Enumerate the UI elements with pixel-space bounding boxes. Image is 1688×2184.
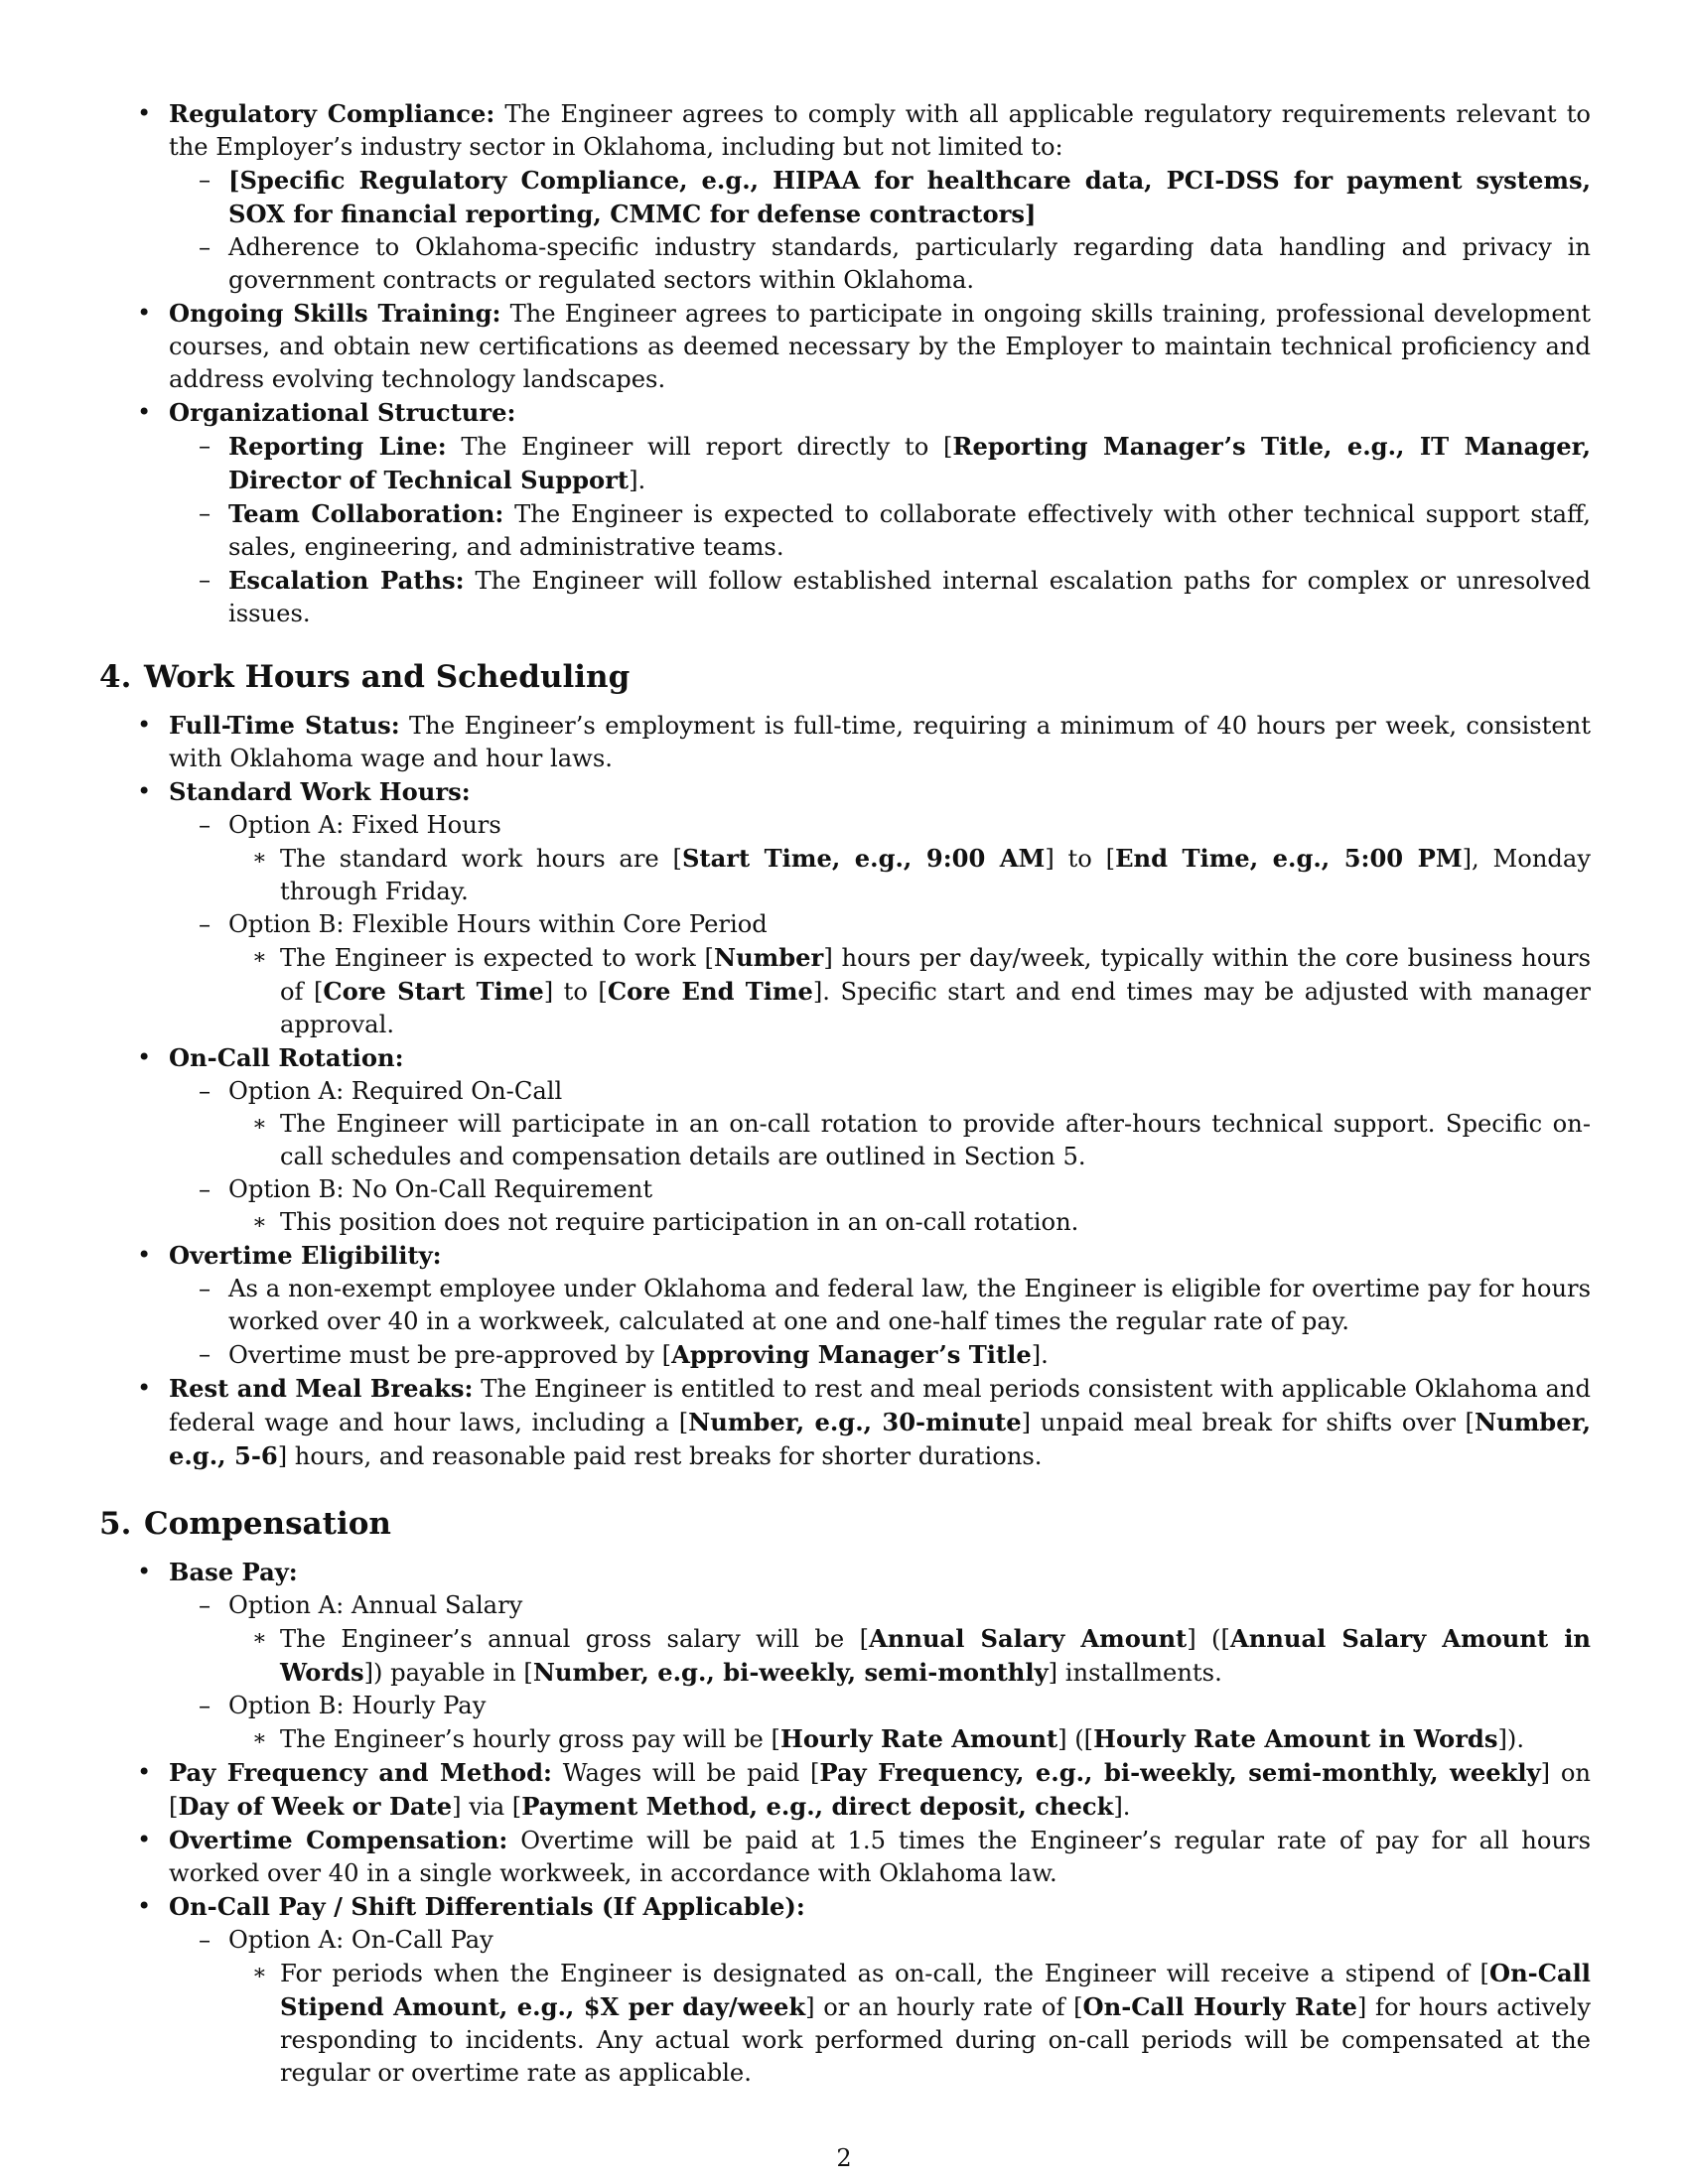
list-item-overtime-compensation: • Overtime Compensation: Overtime will be paid at 1.5 times the Engineer’s regular rate of pay for all hours worked over 40 in a single workweek, in accordance with Oklahoma law.	[99, 1824, 1591, 1890]
continued-list	[99, 97, 1591, 630]
list-item-on-call-rotation: • On-Call Rotation: – Option A: Required On-Call ∗ The Engineer will participate in an on-call rotation to provide after-hours technical support. Specific on-call schedules and compensation details are outlined in Section 5. – Option B: No On-Call Requirement ∗ This position does not require participation in an on-call rotation.	[99, 1041, 1591, 1239]
sublist	[169, 1924, 1591, 2090]
item-label: Ongoing Skills Training:	[169, 299, 501, 328]
item-text: The Engineer agrees to comply with all applicable regulatory requirements relevant to the Employer’s industry sector in Oklahoma, including but not limited to:	[169, 100, 1591, 161]
sublist-item: – Adherence to Oklahoma-specific industry standards, particularly regarding data handling and privacy in government contracts or regulated sectors within Oklahoma.	[169, 231, 1591, 297]
list-item-full-time-status: • Full-Time Status: The Engineer’s employment is full-time, requiring a minimum of 40 hours per week, consistent with Oklahoma wage and hour laws.	[99, 709, 1591, 775]
list-item-pay-frequency: • Pay Frequency and Method: Wages will be paid [Pay Frequency, e.g., bi-weekly, semi-monthly, weekly] on [Day of Week or Date] via [Payment Method, e.g., direct deposit, check].	[99, 1756, 1591, 1824]
sublist	[169, 1589, 1591, 1756]
sub-sublist-item: ∗ This position does not require participation in an on-call rotation.	[228, 1206, 1591, 1239]
item-label: Regulatory Compliance:	[169, 99, 495, 128]
sub-sublist-item: ∗ The Engineer’s annual gross salary will be [Annual Salary Amount] ([Annual Salary Amount in Words]) payable in [Number, e.g., bi-weekly, semi-monthly] installments.	[228, 1622, 1591, 1690]
item-text: The Engineer agrees to participate in ongoing skills training, professional development courses, and obtain new certifications as deemed necessary by the Employer to maintain technical proficiency and address evolving technology landscapes.	[169, 300, 1592, 393]
list-item-standard-work-hours: • Standard Work Hours: – Option A: Fixed Hours ∗ The standard work hours are [Start Time, e.g., 9:00 AM] to [End Time, e.g., 5:00 PM], Monday through Friday. – Option B: Flexible Hours within Core Period ∗ The Engineer is expected to work [Number] hours per day/week, typically within the core business hours of [Core Start Time] to [Core End Time]. Specific start and end times may be adjusted with manager approval.	[99, 775, 1591, 1041]
sublist-item-team-collaboration: – Team Collaboration: The Engineer is expected to collaborate effectively with other technical support staff, sales, engineering, and administrative teams.	[169, 497, 1591, 564]
section-4-list	[99, 709, 1591, 1473]
option-on-call-pay: – Option A: On-Call Pay ∗ For periods when the Engineer is designated as on-call, the Engineer will receive a stipend of [On-Call Stipend Amount, e.g., $X per day/week] or an hourly rate of [On-Call Hourly Rate] for hours actively responding to incidents. Any actual work performed during on-call periods will be compensated at the regular or overtime rate as applicable.	[169, 1924, 1591, 2090]
sub-sublist	[228, 1622, 1591, 1690]
sublist-item: – As a non-exempt employee under Oklahoma and federal law, the Engineer is eligible for overtime pay for hours worked over 40 in a workweek, calculated at one and one-half times the regular rate of pay.	[169, 1273, 1591, 1338]
list-item-organizational-structure	[99, 396, 1591, 630]
sub-sublist	[228, 1722, 1591, 1756]
sub-sublist	[228, 1206, 1591, 1239]
sub-sublist-item: ∗ The Engineer’s hourly gross pay will be [Hourly Rate Amount] ([Hourly Rate Amount in Words]).	[228, 1722, 1591, 1756]
list-item-ongoing-training	[99, 297, 1591, 396]
sub-sublist	[228, 941, 1591, 1041]
placeholder-text: [Specific Regulatory Compliance, e.g., HIPAA for healthcare data, PCI-DSS for payment systems, SOX for financial reporting, CMMC for defense contractors]	[228, 166, 1591, 228]
list-item-rest-and-meal-breaks: • Rest and Meal Breaks: The Engineer is entitled to rest and meal periods consistent with applicable Oklahoma and federal wage and hour laws, including a [Number, e.g., 30-minute] unpaid meal break for shifts over [Number, e.g., 5-6] hours, and reasonable paid rest breaks for shorter durations.	[99, 1372, 1591, 1473]
sublist	[169, 430, 1591, 630]
page-content	[99, 97, 1591, 2090]
sublist	[169, 164, 1591, 297]
sub-sublist	[228, 842, 1591, 908]
list-item-on-call-pay: • On-Call Pay / Shift Differentials (If Applicable): – Option A: On-Call Pay ∗ For periods when the Engineer is designated as on-call, the Engineer will receive a stipend of [On-Call Stipend Amount, e.g., $X per day/week] or an hourly rate of [On-Call Hourly Rate] for hours actively responding to incidents. Any actual work performed during on-call periods will be compensated at the regular or overtime rate as applicable.	[99, 1890, 1591, 2090]
sublist-item-reporting-line: – Reporting Line: The Engineer will report directly to [Reporting Manager’s Title, e.g., IT Manager, Director of Technical Support].	[169, 430, 1591, 497]
sub-sublist	[228, 1108, 1591, 1173]
list-item-overtime-eligibility: • Overtime Eligibility: – As a non-exempt employee under Oklahoma and federal law, the Engineer is eligible for overtime pay for hours worked over 40 in a workweek, calculated at one and one-half times the regular rate of pay. – Overtime must be pre-approved by [Approving Manager’s Title].	[99, 1239, 1591, 1372]
sub-sublist-item: ∗ The Engineer is expected to work [Number] hours per day/week, typically within the core business hours of [Core Start Time] to [Core End Time]. Specific start and end times may be adjusted with manager approval.	[228, 941, 1591, 1041]
section-5-list	[99, 1556, 1591, 2090]
sublist	[169, 1075, 1591, 1239]
option-required-on-call: – Option A: Required On-Call ∗ The Engineer will participate in an on-call rotation to provide after-hours technical support. Specific on-call schedules and compensation details are outlined in Section 5.	[169, 1075, 1591, 1173]
sublist-item-escalation-paths: – Escalation Paths: The Engineer will follow established internal escalation paths for complex or unresolved issues.	[169, 564, 1591, 630]
section-heading-compensation: 5. Compensation	[99, 1506, 391, 1542]
sub-sublist-item: ∗ The standard work hours are [Start Time, e.g., 9:00 AM] to [End Time, e.g., 5:00 PM], Monday through Friday.	[228, 842, 1591, 908]
sublist-item: – Overtime must be pre-approved by [Approving Manager’s Title].	[169, 1338, 1591, 1372]
sublist	[169, 1273, 1591, 1372]
sub-sublist-item: ∗ For periods when the Engineer is designated as on-call, the Engineer will receive a stipend of [On-Call Stipend Amount, e.g., $X per day/week] or an hourly rate of [On-Call Hourly Rate] for hours actively responding to incidents. Any actual work performed during on-call periods will be compensated at the regular or overtime rate as applicable.	[228, 1957, 1591, 2090]
sub-sublist	[228, 1957, 1591, 2090]
option-hourly-pay: – Option B: Hourly Pay ∗ The Engineer’s hourly gross pay will be [Hourly Rate Amount] ([Hourly Rate Amount in Words]).	[169, 1690, 1591, 1756]
option-no-on-call: – Option B: No On-Call Requirement ∗ This position does not require participation in an on-call rotation.	[169, 1173, 1591, 1239]
item-label: Organizational Structure:	[169, 398, 516, 427]
placeholder-text: Reporting Manager’s Title, e.g., IT Manager, Director of Technical Support	[228, 432, 1591, 494]
option-flexible-hours: – Option B: Flexible Hours within Core Period ∗ The Engineer is expected to work [Number] hours per day/week, typically within the core business hours of [Core Start Time] to [Core End Time]. Specific start and end times may be adjusted with manager approval.	[169, 908, 1591, 1041]
sub-sublist-item: ∗ The Engineer will participate in an on-call rotation to provide after-hours technical support. Specific on-call schedules and compensation details are outlined in Section 5.	[228, 1108, 1591, 1173]
list-item-base-pay: • Base Pay: – Option A: Annual Salary ∗ The Engineer’s annual gross salary will be [Annual Salary Amount] ([Annual Salary Amount in Words]) payable in [Number, e.g., bi-weekly, semi-monthly] installments. – Option B: Hourly Pay ∗ The Engineer’s hourly gross pay will be [Hourly Rate Amount] ([Hourly Rate Amount in Words]).	[99, 1556, 1591, 1756]
sublist	[169, 809, 1591, 1041]
option-fixed-hours: – Option A: Fixed Hours ∗ The standard work hours are [Start Time, e.g., 9:00 AM] to [End Time, e.g., 5:00 PM], Monday through Friday.	[169, 809, 1591, 908]
option-annual-salary: – Option A: Annual Salary ∗ The Engineer’s annual gross salary will be [Annual Salary Amount] ([Annual Salary Amount in Words]) payable in [Number, e.g., bi-weekly, semi-monthly] installments.	[169, 1589, 1591, 1690]
list-item-regulatory-compliance	[99, 97, 1591, 297]
sublist-item	[169, 164, 1591, 231]
page-number: 2	[836, 2144, 852, 2172]
section-heading-work-hours: 4. Work Hours and Scheduling	[99, 659, 631, 695]
